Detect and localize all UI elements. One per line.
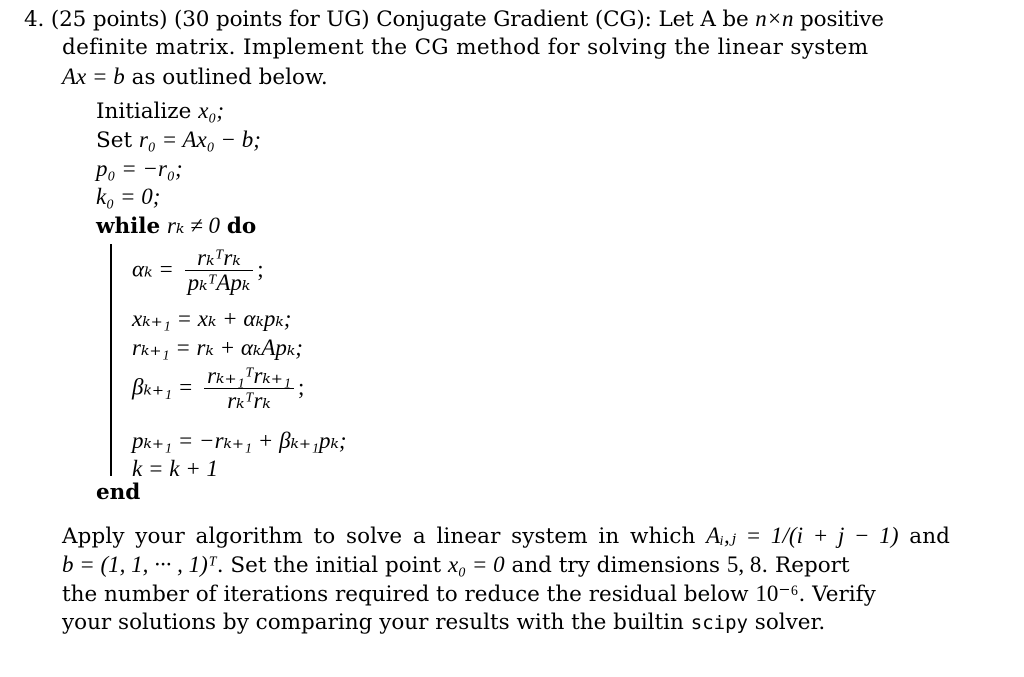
- task-line-2: [62, 550, 950, 579]
- math-p0-def: p₀ = −r₀;: [96, 156, 183, 181]
- task-l2c: . Report: [761, 553, 850, 578]
- task-l2a: . Set the initial point: [216, 553, 442, 578]
- problem-line-3-tail: as outlined below.: [131, 65, 328, 90]
- algo-p0: [96, 156, 183, 182]
- algo-alpha: αₖ = $\frac{\text{rₖᵀrₖ}}{\text{pₖᵀApₖ}}$ ;: [132, 245, 264, 295]
- math-ax-b: Ax = b: [62, 64, 125, 89]
- math-x0-zero: x₀ = 0: [447, 552, 505, 577]
- algo-beta: βₖ₊₁ = $\frac{\text{rₖ₊₁ᵀrₖ₊₁}}{\text{rₖᵀrₖ}}$ ;: [132, 363, 305, 413]
- algo-k0: [96, 184, 160, 210]
- beta-numerator: rₖ₊₁ᵀrₖ₊₁: [204, 364, 294, 389]
- loop-body-rule: [110, 244, 112, 476]
- points: (25 points): [50, 7, 168, 32]
- while-keyword: while: [96, 214, 161, 239]
- task-l2b: and try dimensions: [511, 553, 721, 578]
- problem-line-3: [24, 62, 950, 91]
- math-while-cond: rₖ ≠ 0: [167, 213, 220, 238]
- algo-k-update: [132, 456, 218, 482]
- math-beta-lhs: βₖ₊₁ =: [132, 374, 194, 400]
- problem-statement: [24, 4, 950, 91]
- do-keyword: do: [226, 214, 257, 239]
- solver-name: scipy: [690, 612, 748, 634]
- math-x0: x₀;: [198, 98, 225, 123]
- end-keyword: end: [96, 480, 141, 505]
- math-k0-def: k₀ = 0;: [96, 184, 161, 209]
- algo-set-r0: [96, 127, 261, 153]
- math-tolerance: 10⁻⁶: [755, 581, 799, 606]
- set-label: Set: [96, 128, 133, 153]
- math-r-update: rₖ₊₁ = rₖ + αₖApₖ;: [132, 335, 303, 360]
- alpha-fraction: [185, 246, 254, 295]
- task-l4a: your solutions by comparing your results with the builtin: [62, 610, 684, 635]
- task-l4b: solver.: [754, 610, 826, 635]
- intro-a: Let A be: [658, 7, 749, 32]
- task-l3b: . Verify: [798, 582, 876, 607]
- algo-x-update: [132, 306, 291, 332]
- beta-denominator: rₖᵀrₖ: [227, 388, 271, 413]
- task-line-3: [62, 579, 950, 608]
- algo-end: [96, 480, 140, 505]
- math-p-update: pₖ₊₁ = −rₖ₊₁ + βₖ₊₁pₖ;: [132, 428, 347, 453]
- math-aij: Aᵢ,ⱼ = 1/(i + j − 1): [706, 523, 899, 548]
- initialize-label: Initialize: [96, 99, 192, 124]
- math-b-vec: b = (1, 1, ··· , 1)ᵀ: [62, 552, 217, 577]
- alpha-numerator: rₖᵀrₖ: [185, 246, 254, 271]
- problem-line-1: [24, 4, 950, 33]
- algo-r-update: [132, 335, 303, 361]
- algo-init: [96, 98, 224, 124]
- math-dims: 5, 8: [726, 552, 762, 577]
- alpha-denominator: pₖᵀApₖ: [187, 270, 251, 295]
- math-r0-def: r₀ = Ax₀ − b;: [138, 127, 261, 152]
- math-nxn: n×n: [755, 6, 794, 31]
- task-line-4: [62, 608, 950, 637]
- task-l1b: and: [909, 524, 951, 549]
- problem-line-2: definite matrix. Implement the CG method for solving the linear system: [62, 35, 869, 60]
- problem-number: 4.: [24, 7, 45, 32]
- task-l1a: Apply your algorithm to solve a linear system in which: [62, 524, 696, 549]
- task-statement: [62, 521, 950, 637]
- task-line-1: [62, 521, 950, 550]
- intro-b: positive: [800, 7, 884, 32]
- problem-title: Conjugate Gradient (CG):: [376, 7, 652, 32]
- math-alpha-lhs: αₖ =: [132, 256, 174, 282]
- task-l3a: the number of iterations required to reduce the residual below: [62, 582, 749, 607]
- math-k-update: k = k + 1: [132, 456, 218, 481]
- algo-while: [96, 213, 256, 239]
- beta-fraction: [204, 364, 294, 413]
- math-x-update: xₖ₊₁ = xₖ + αₖpₖ;: [132, 306, 292, 331]
- ug-points: (30 points for UG): [174, 7, 370, 32]
- algo-p-update: [132, 428, 347, 454]
